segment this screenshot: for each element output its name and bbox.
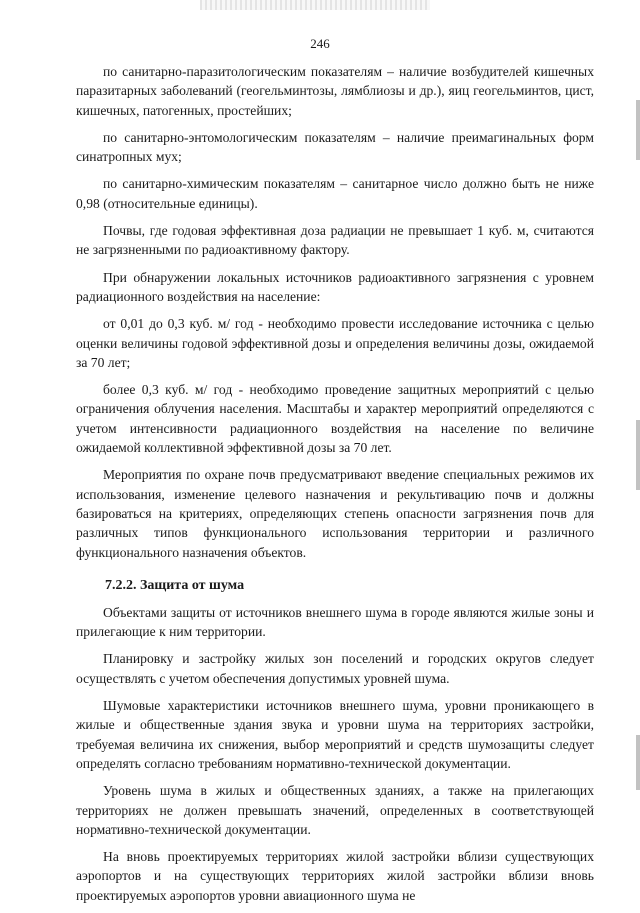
paragraph: Шумовые характеристики источников внешнего шума, уровни проникающего в жилые и общественные здания звука и уровни шума на территориях застройки, требуемая величина их снижения, выбор мероприятий и средств шумозащиты следует определять согласно требованиям нормативно-технической документации.: [76, 698, 594, 771]
document-body: [76, 62, 594, 913]
scan-artifact-top: [200, 0, 430, 10]
paragraph: от 0,01 до 0,3 куб. м/ год - необходимо провести исследование источника с целью оценки величины годовой эффективной дозы и определения величины дозы, ожидаемой за 70 лет;: [76, 316, 594, 370]
paragraph: Уровень шума в жилых и общественных зданиях, а также на прилегающих территориях не должен превышать значений, определенных в соответствующей нормативно-технической документации.: [76, 783, 594, 837]
paragraph: по санитарно-энтомологическим показателям – наличие преимагинальных форм синатропных мух;: [76, 129, 594, 165]
paragraph: При обнаружении локальных источников радиоактивного загрязнения с уровнем радиационного воздействия на население:: [76, 269, 594, 304]
paragraph: Мероприятия по охране почв предусматривают введение специальных режимов их использования, изменение целевого назначения и рекультивацию почв и должны базироваться на критериях, определяющих степень опасности загрязнения почв для различных типов функционального использования территории и различного функционального назначения объектов.: [76, 467, 594, 560]
section-heading: 7.2.2. Защита от шума: [105, 577, 245, 593]
scan-artifact-edge: [636, 420, 640, 490]
scan-artifact-edge: [636, 100, 640, 160]
paragraph: На вновь проектируемых территориях жилой застройки вблизи существующих аэропортов и на существующих территориях жилой застройки вблизи вновь проектируемых аэропортов уровни авиационного шума не: [76, 849, 594, 903]
paragraph: по санитарно-паразитологическим показателям – наличие возбудителей кишечных паразитарных заболеваний (геогельминтозы, лямблиозы и др.), яиц геогельминтов, цист, кишечных, патогенных, простейших;: [76, 64, 594, 118]
paragraph: Планировку и застройку жилых зон поселений и городских округов следует осуществлять с учетом обеспечения допустимых уровней шума.: [76, 651, 594, 686]
paragraph: Объектами защиты от источников внешнего шума в городе являются жилые зоны и прилегающие к ним территории.: [76, 604, 594, 640]
paragraph: более 0,3 куб. м/ год - необходимо проведение защитных мероприятий с целью ограничения облучения населения. Масштабы и характер мероприятий определяются с учетом интенсивности радиационного воздействия на население по величине ожидаемой коллективной эффективной дозы за 70 лет.: [76, 382, 594, 456]
paragraph: по санитарно-химическим показателям – санитарное число должно быть не ниже 0,98 (относительные единицы).: [76, 176, 594, 211]
page-number: 246: [310, 36, 330, 51]
paragraph: Почвы, где годовая эффективная доза радиации не превышает 1 куб. м, считаются не загрязненными по радиоактивному фактору.: [76, 223, 594, 258]
scan-artifact-edge: [636, 735, 640, 790]
